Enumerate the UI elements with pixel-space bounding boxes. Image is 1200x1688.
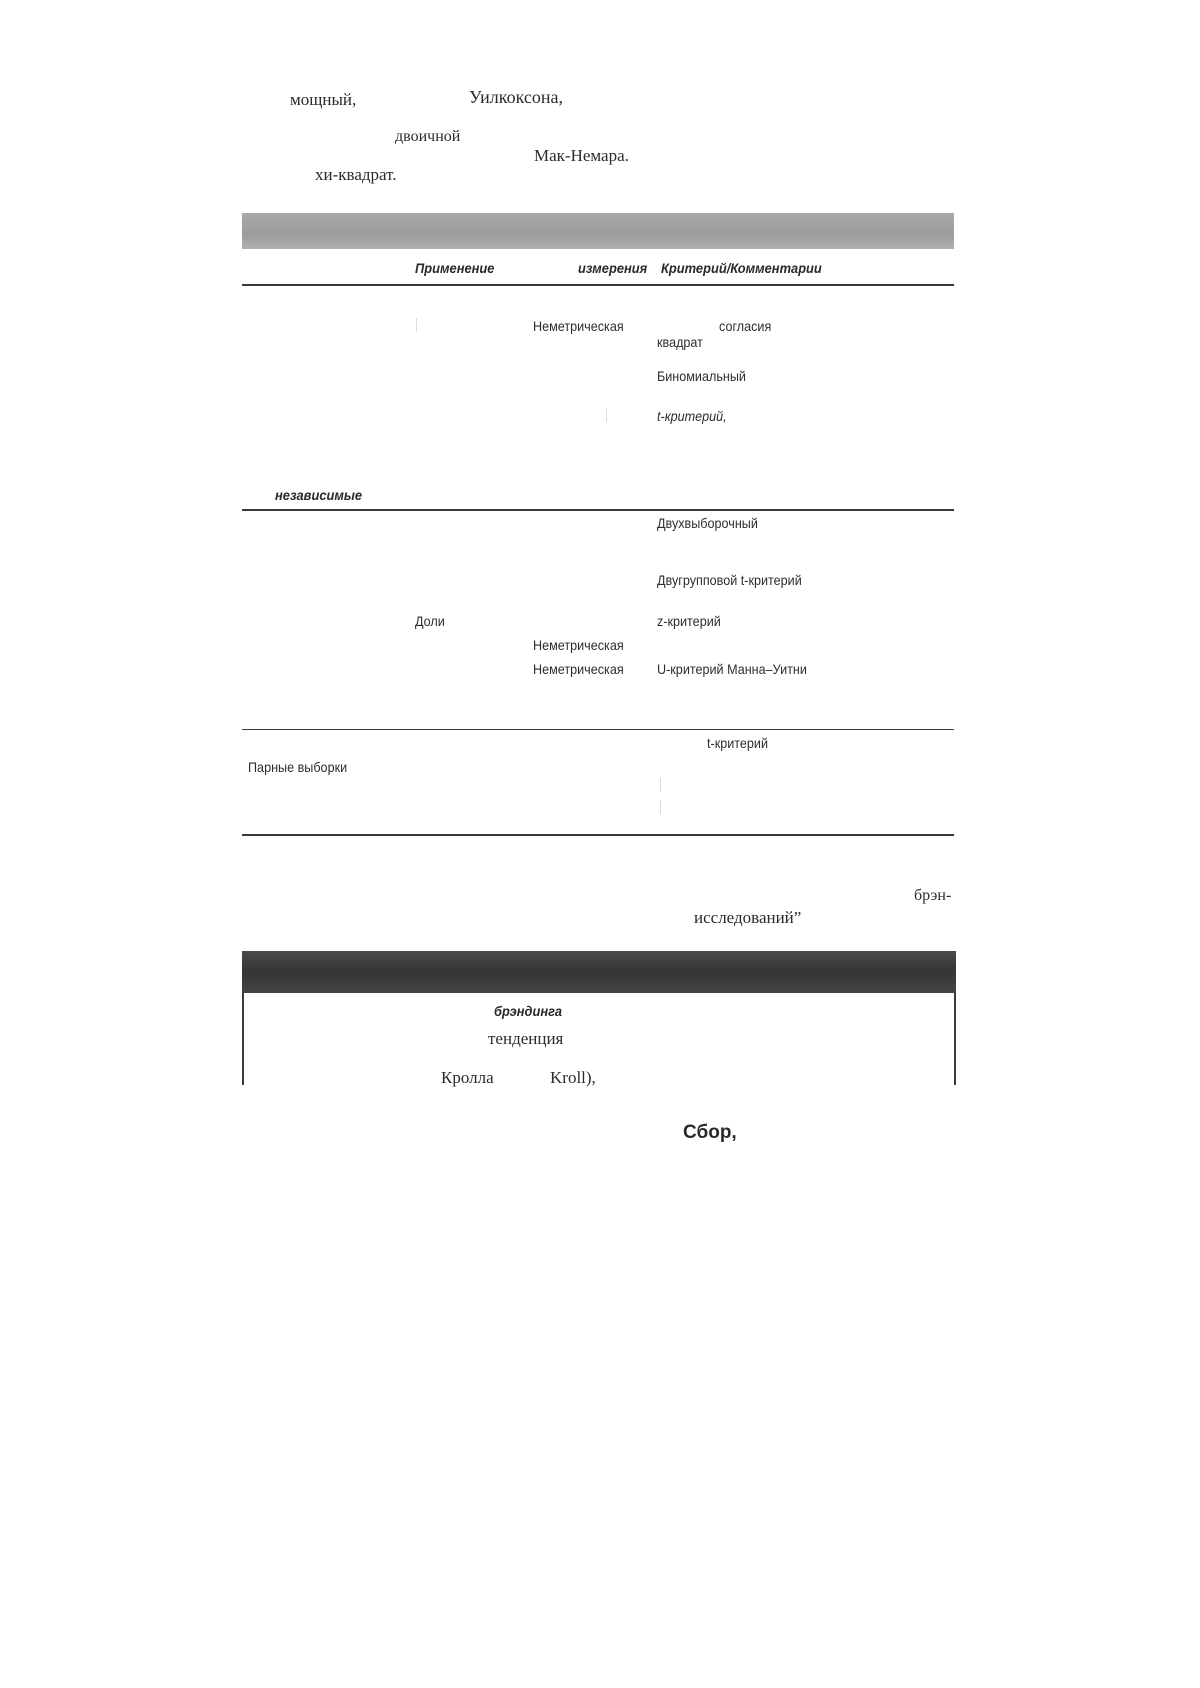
box-text-kroll-ru: Кролла — [441, 1068, 494, 1087]
measure-cell: Неметрическая — [533, 661, 624, 677]
column-header-criterion: Критерий/Комментарии — [661, 260, 822, 276]
box-header-bar — [242, 951, 956, 993]
criterion-cell: U-критерий Манна–Уитни — [657, 661, 807, 677]
divider-tick — [606, 408, 607, 422]
intro-word-wilcoxon: Уилкоксона, — [469, 87, 564, 107]
row-group-label-independent: независимые — [275, 487, 363, 503]
criterion-cell: t-критерий — [707, 735, 768, 751]
box-text-trend: тенденция — [488, 1029, 564, 1048]
criterion-cell: квадрат — [657, 334, 703, 350]
criterion-cell: z-критерий — [657, 613, 721, 629]
section-rule — [242, 729, 954, 730]
intro-word-binary: двоичной — [395, 128, 461, 145]
measure-cell: Неметрическая — [533, 318, 624, 334]
divider-tick — [416, 318, 417, 332]
column-header-measurement: измерения — [578, 260, 648, 276]
text-fragment-research: исследований” — [694, 908, 802, 927]
criterion-cell: Двухвыборочный — [657, 515, 758, 531]
box-title: брэндинга — [494, 1003, 563, 1019]
intro-word-powerful: мощный, — [290, 90, 357, 109]
box-text-kroll-en: Kroll), — [550, 1068, 596, 1087]
row-group-label-paired: Парные выборки — [248, 759, 348, 775]
header-rule — [242, 284, 954, 286]
criterion-cell: t-критерий, — [657, 408, 727, 424]
intro-word-mcnemar: Мак-Немара. — [534, 146, 629, 165]
intro-word-chisquare: хи-квадрат. — [315, 165, 397, 184]
box-right-border — [954, 993, 956, 1085]
table-bottom-rule — [242, 834, 954, 836]
section-heading-collection: Сбор, — [683, 1122, 737, 1143]
divider-tick — [660, 800, 661, 814]
application-cell: Доли — [415, 613, 445, 629]
criterion-cell: согласия — [719, 318, 772, 334]
text-fragment-brand: брэн- — [914, 887, 952, 904]
section-rule — [242, 509, 954, 511]
measure-cell: Неметрическая — [533, 637, 624, 653]
criterion-cell: Двугрупповой t-критерий — [657, 572, 802, 588]
criterion-cell: Биномиальный — [657, 368, 746, 384]
divider-tick — [660, 778, 661, 792]
table-title-bar — [242, 213, 954, 249]
column-header-application: Применение — [415, 260, 495, 276]
box-left-border — [242, 993, 244, 1085]
